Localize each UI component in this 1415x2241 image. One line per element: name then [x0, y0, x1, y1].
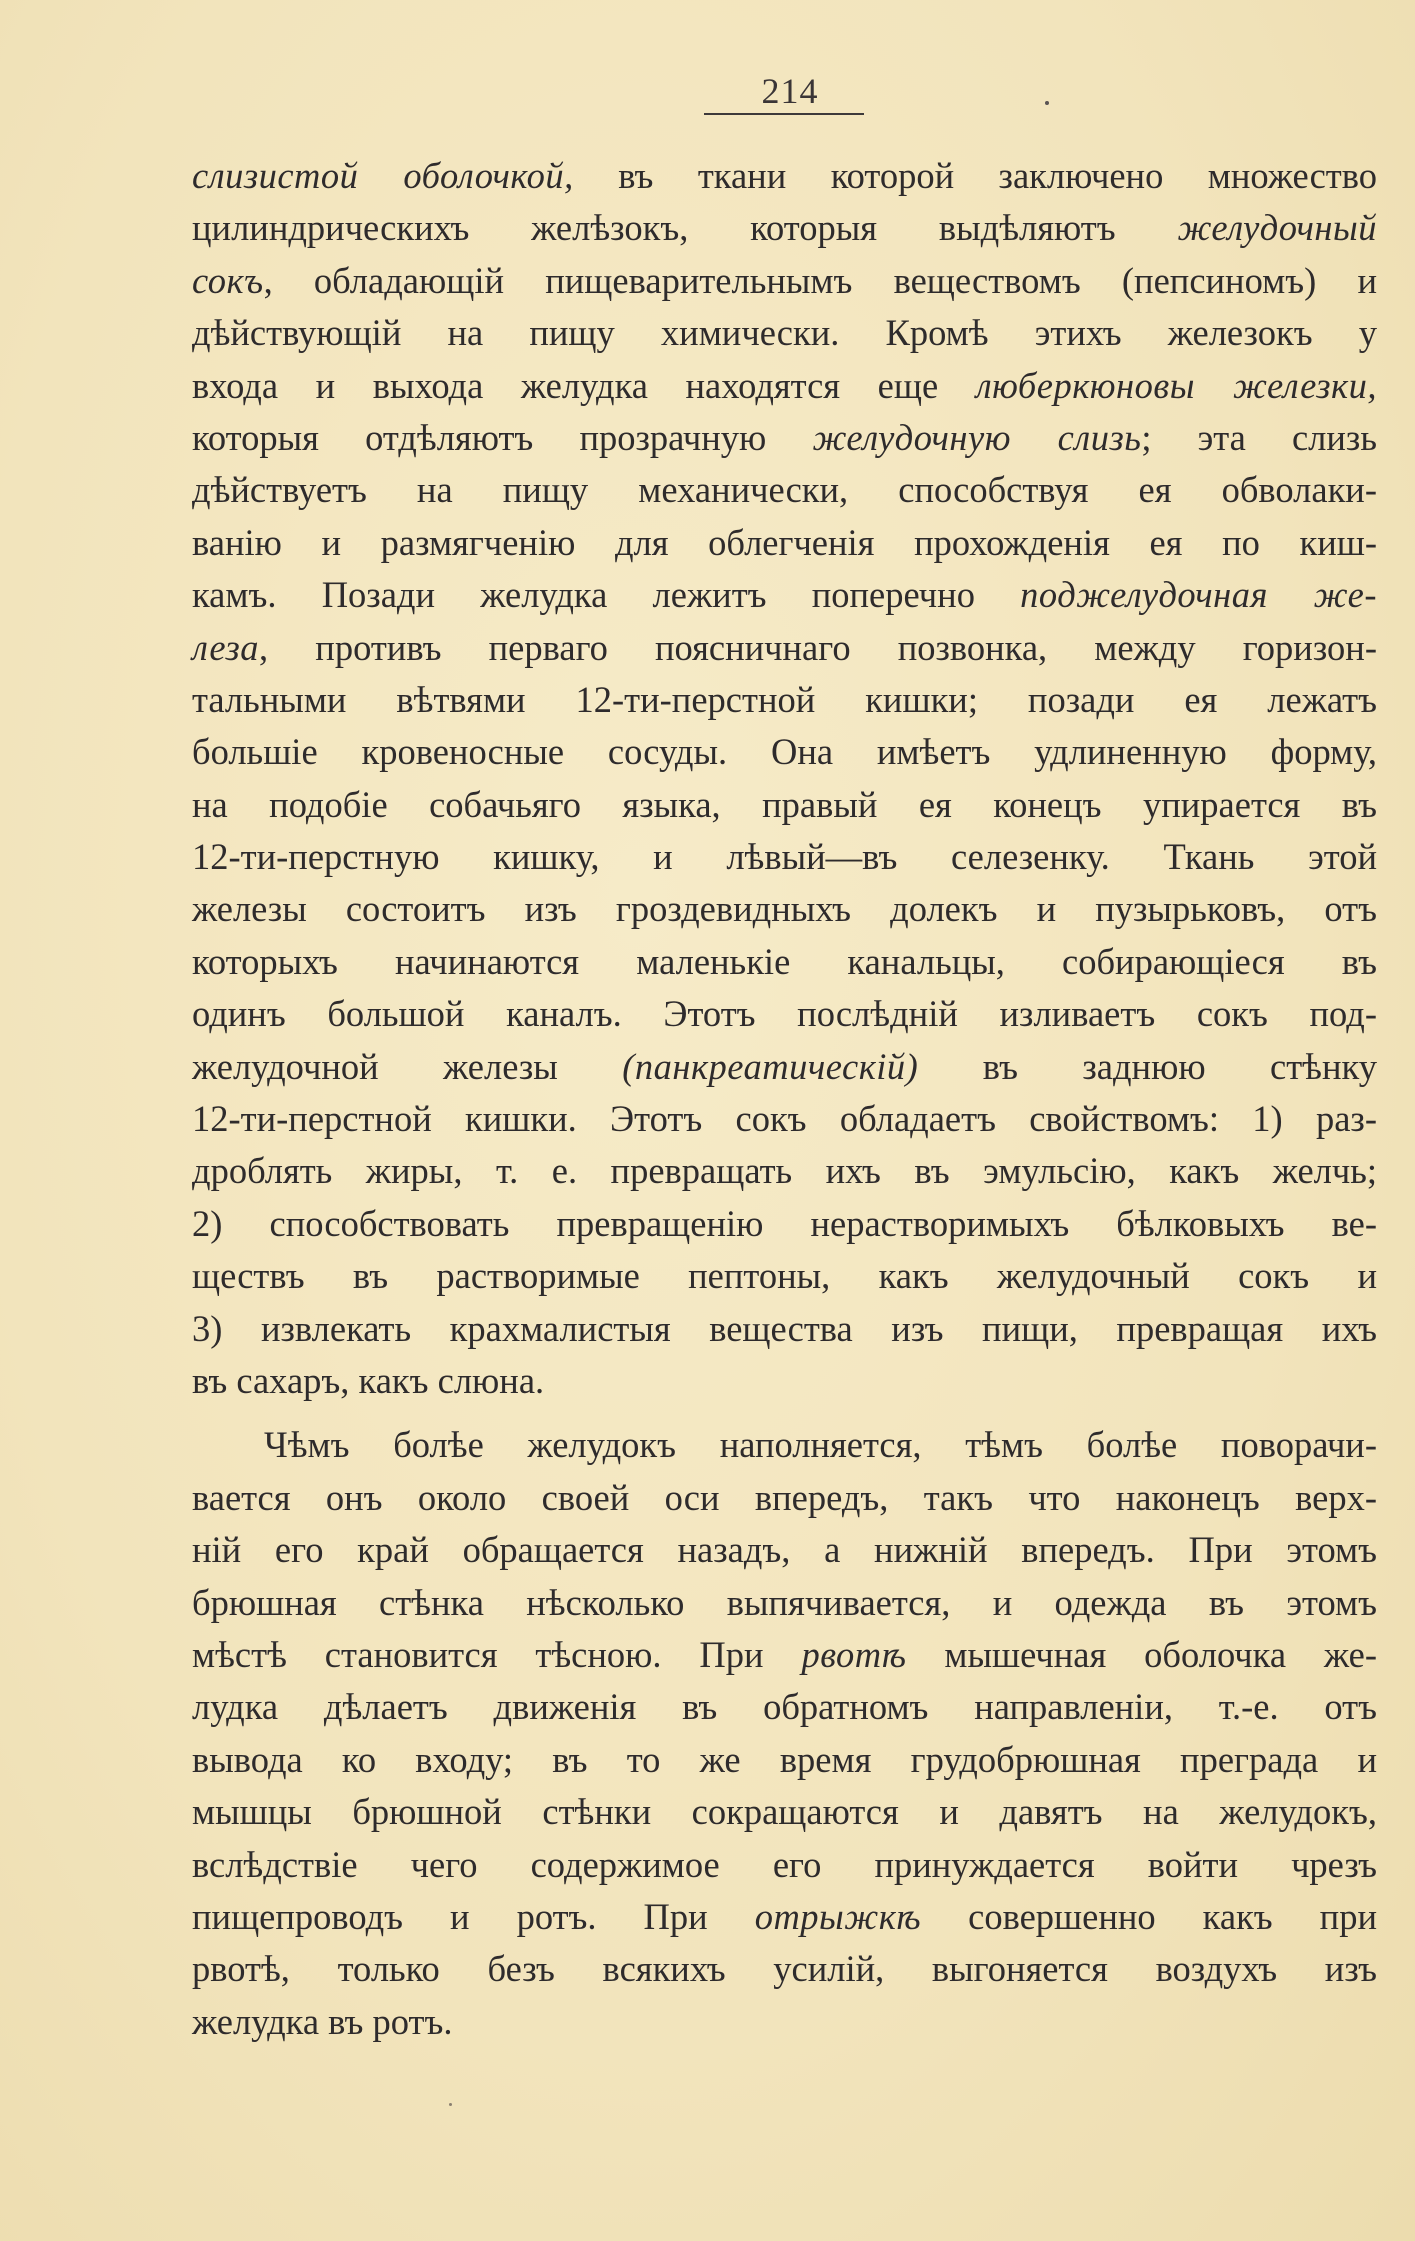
text-segment: пищепроводъ и ротъ. При: [192, 1895, 755, 1937]
text-segment: дѣйствуетъ на пищу механически, способствуя ея обволаки-: [192, 469, 1377, 511]
text-line: [192, 412, 1377, 464]
text-segment: которыхъ начинаются маленькіе канальцы, собирающіеся въ: [192, 940, 1377, 982]
text-segment: тальными вѣтвями 12-ти-перстной кишки; позади ея лежатъ: [192, 678, 1377, 720]
text-segment: на подобіе собачьяго языка, правый ея конецъ упирается въ: [192, 783, 1377, 825]
text-line: [192, 1472, 1377, 1524]
text-line: [192, 1250, 1377, 1302]
text-segment: большіе кровеносные сосуды. Она имѣетъ удлиненную форму,: [192, 731, 1377, 773]
paragraph-gap: [192, 1407, 1377, 1419]
text-segment: одинъ большой каналъ. Этотъ послѣдній изливаетъ сокъ под-: [192, 993, 1377, 1035]
page-number: 214: [761, 71, 819, 111]
text-segment: мышечная оболочка же-: [906, 1633, 1377, 1675]
text-segment: 3) извлекать крахмалистыя вещества изъ пищи, превращая ихъ: [192, 1307, 1377, 1349]
text-line: [192, 1891, 1377, 1943]
text-line: [192, 726, 1377, 778]
italic-term: поджелудочная же-: [1020, 574, 1377, 616]
text-line: [192, 1093, 1377, 1145]
text-segment: вслѣдствіе чего содержимое его принуждается войти чрезъ: [192, 1843, 1377, 1885]
text-segment: ; эта слизь: [1141, 416, 1377, 458]
text-segment: которыя отдѣляютъ прозрачную: [192, 416, 813, 458]
italic-term: слизистой оболочкой,: [192, 155, 574, 196]
text-line: [192, 779, 1377, 831]
italic-term: желудочный: [1177, 207, 1377, 249]
text-segment: брюшная стѣнка нѣсколько выпячивается, и одежда въ этомъ: [192, 1581, 1377, 1623]
italic-term: рвотѣ: [801, 1633, 907, 1675]
italic-term: люберкюновы железки,: [975, 364, 1377, 406]
text-line: [192, 1577, 1377, 1629]
body-text: [192, 150, 1377, 2048]
text-segment: 12-ти-перстной кишки. Этотъ сокъ обладаетъ свойствомъ: 1) раз-: [192, 1098, 1377, 1140]
text-segment: вается онъ около своей оси впередъ, такъ что наконецъ верх-: [192, 1476, 1377, 1518]
ink-speck: [1045, 101, 1049, 105]
text-segment: вывода ко входу; въ то же время грудобрюшная преграда и: [192, 1738, 1377, 1780]
text-line: [192, 1996, 1377, 2048]
text-segment: входа и выхода желудка находятся еще: [192, 364, 976, 406]
text-line: [192, 1524, 1377, 1576]
italic-term: сокъ: [192, 259, 264, 301]
text-segment: въ заднюю стѣнку: [918, 1045, 1377, 1087]
text-segment: желудка въ ротъ.: [192, 2000, 453, 2042]
text-segment: мышцы брюшной стѣнки сокращаются и давятъ на желудокъ,: [192, 1791, 1377, 1833]
text-line: [192, 307, 1377, 359]
text-line: [192, 1943, 1377, 1995]
text-line: [192, 1681, 1377, 1733]
text-line: [192, 1419, 1377, 1471]
text-line: [192, 1734, 1377, 1786]
text-segment: ній его край обращается назадъ, а нижній впередъ. При этомъ: [192, 1529, 1377, 1571]
text-segment: ванію и размягченію для облегченія прохожденія ея по киш-: [192, 521, 1377, 563]
text-line: [192, 674, 1377, 726]
text-line: [192, 622, 1377, 674]
text-line: [192, 569, 1377, 621]
text-segment: дѣйствующій на пищу химически. Кромѣ этихъ железокъ у: [192, 312, 1377, 354]
text-segment: лудка дѣлаетъ движенія въ обратномъ направленіи, т.-е. отъ: [192, 1686, 1377, 1728]
text-segment: рвотѣ, только безъ всякихъ усилій, выгоняется воздухъ изъ: [192, 1948, 1377, 1990]
header-rule: [704, 113, 864, 115]
text-line: [192, 1786, 1377, 1838]
text-line: [192, 883, 1377, 935]
text-segment: , противъ перваго поясничнаго позвонка, между горизон-: [259, 626, 1377, 668]
text-segment: Чѣмъ болѣе желудокъ наполняется, тѣмъ болѣе поворачи-: [264, 1424, 1377, 1466]
text-line: [192, 517, 1377, 569]
text-line: [192, 1145, 1377, 1197]
text-line: [192, 1041, 1377, 1093]
text-segment: совершенно какъ при: [921, 1895, 1377, 1937]
ink-speck: [449, 2103, 452, 2106]
text-segment: желудочной железы: [192, 1045, 623, 1087]
text-segment: камъ. Позади желудка лежитъ поперечно: [192, 574, 1021, 616]
text-segment: дроблять жиры, т. е. превращать ихъ въ эмульсію, какъ желчь;: [192, 1150, 1377, 1192]
text-line: [192, 831, 1377, 883]
text-line: [192, 1198, 1377, 1250]
text-segment: , обладающій пищеварительнымъ веществомъ (пепсиномъ) и: [263, 259, 1377, 301]
text-line: [192, 1839, 1377, 1891]
text-line: [192, 988, 1377, 1040]
text-line: [192, 1629, 1377, 1681]
text-line: [192, 1355, 1377, 1407]
text-line: [192, 360, 1377, 412]
text-segment: 12-ти-перстную кишку, и лѣвый—въ селезенку. Ткань этой: [192, 836, 1377, 878]
text-line: [192, 150, 1377, 202]
text-line: [192, 1303, 1377, 1355]
text-segment: 2) способствовать превращенію нерастворимыхъ бѣлковыхъ ве-: [192, 1202, 1377, 1244]
italic-term: отрыжкѣ: [754, 1895, 922, 1937]
text-line: [192, 936, 1377, 988]
text-line: [192, 202, 1377, 254]
text-segment: железы состоитъ изъ гроздевидныхъ долекъ и пузырьковъ, отъ: [192, 888, 1377, 930]
italic-term: леза: [192, 626, 260, 668]
text-segment: мѣстѣ становится тѣсною. При: [192, 1633, 802, 1675]
text-segment: ществъ въ растворимые пептоны, какъ желудочный сокъ и: [192, 1255, 1377, 1297]
italic-term: желудочную слизь: [812, 416, 1142, 458]
text-segment: въ ткани которой заключено множество: [573, 155, 1377, 196]
text-segment: въ сахаръ, какъ слюна.: [192, 1359, 545, 1401]
text-segment: цилиндрическихъ желѣзокъ, которыя выдѣляютъ: [192, 207, 1178, 249]
italic-term: (панкреатическій): [622, 1045, 919, 1087]
text-line: [192, 464, 1377, 516]
text-line: [192, 255, 1377, 307]
